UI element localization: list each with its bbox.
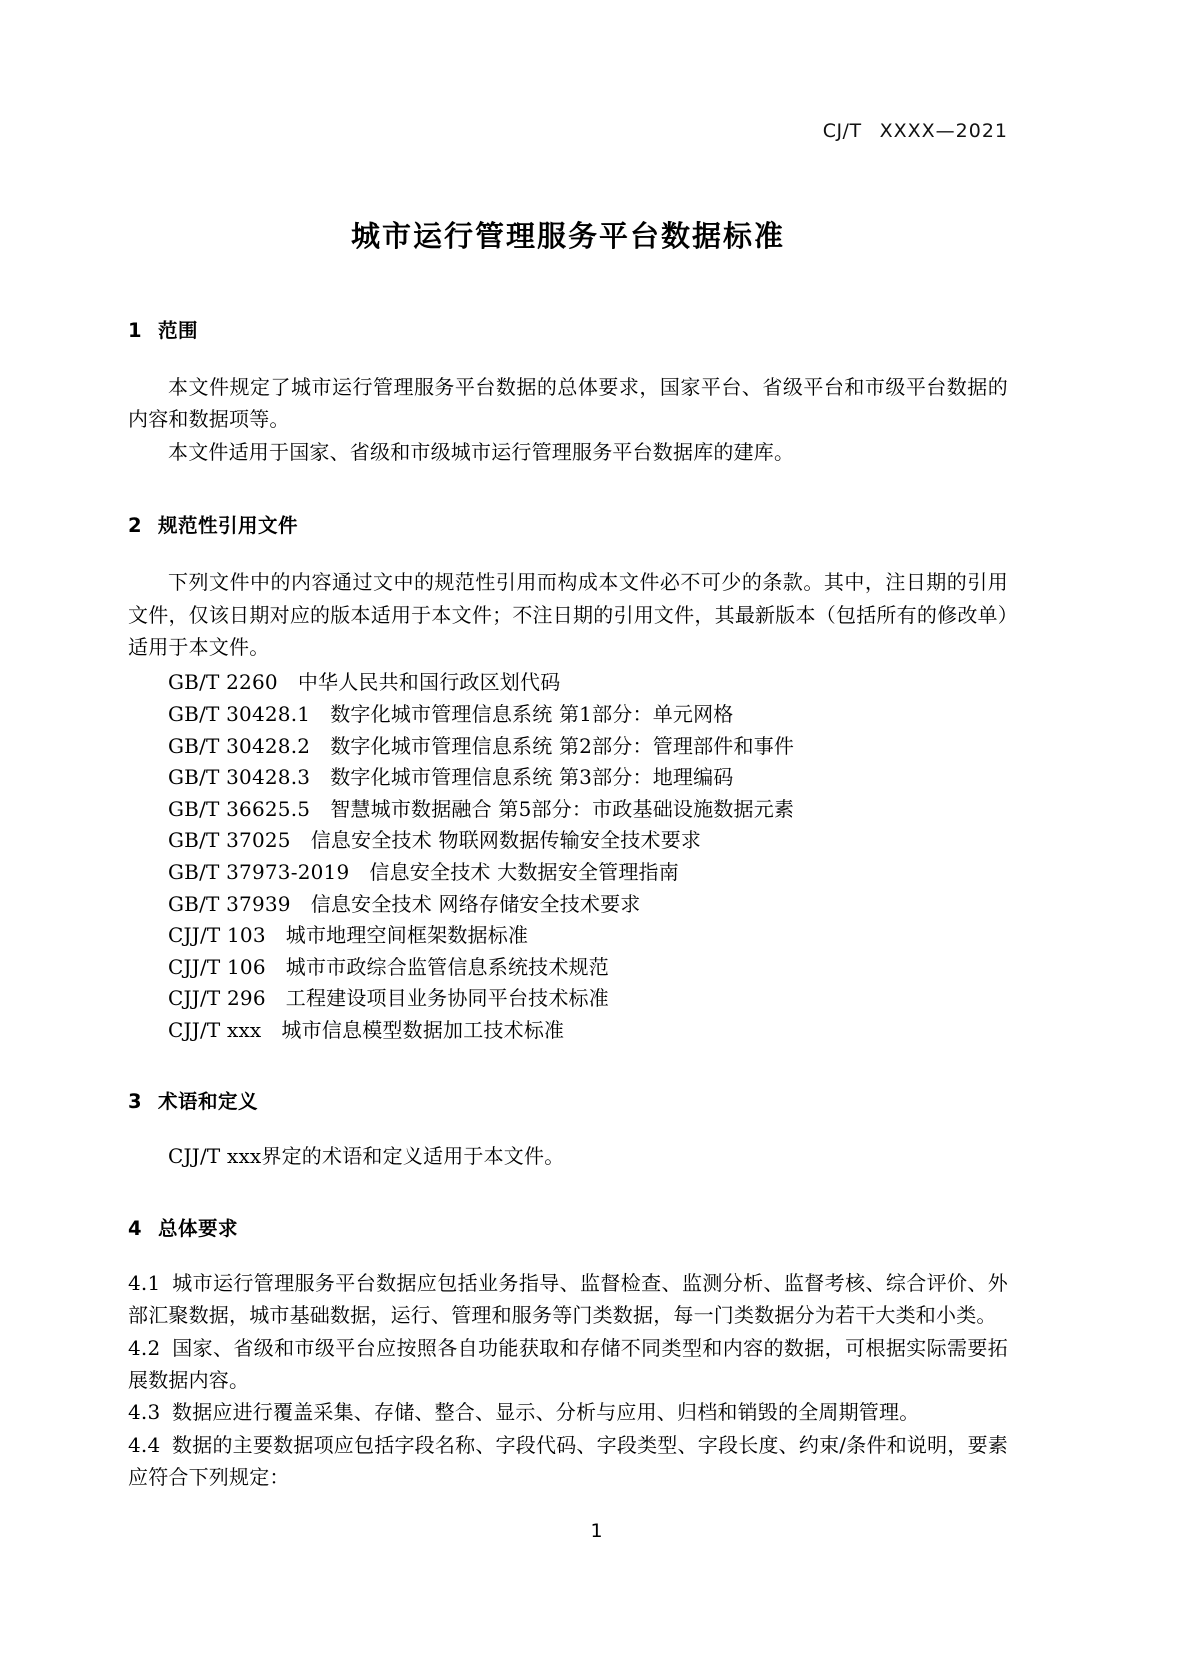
reference-name: 智慧城市数据融合 第5部分：市政基础设施数据元素 bbox=[330, 796, 795, 821]
section-title-1: 范围 bbox=[158, 319, 199, 342]
reference-item bbox=[128, 667, 1008, 699]
reference-name: 工程建设项目业务协同平台技术标准 bbox=[285, 986, 609, 1011]
reference-name: 中华人民共和国行政区划代码 bbox=[297, 670, 561, 695]
section-3-paragraph-1: CJJ/T xxx界定的术语和定义适用于本文件。 bbox=[168, 1144, 565, 1169]
clause-number: 4.4 bbox=[128, 1432, 161, 1457]
section-2-paragraph-1: 下列文件中的内容通过文中的规范性引用而构成本文件必不可少的条款。其中，注日期的引用文件，仅该日期对应的版本适用于本文件；不注日期的引用文件，其最新版本（包括所有的修改单）适用于本文件。 bbox=[128, 570, 1008, 659]
reference-name: 信息安全技术 大数据安全管理指南 bbox=[369, 859, 679, 884]
section-1-paragraph-2: 本文件适用于国家、省级和市级城市运行管理服务平台数据库的建库。 bbox=[168, 439, 795, 464]
section-heading-3 bbox=[128, 1086, 1008, 1114]
header-standard-code: XXXX—2021 bbox=[879, 120, 1008, 142]
reference-item bbox=[128, 1015, 1008, 1047]
reference-name: 数字化城市管理信息系统 第2部分：管理部件和事件 bbox=[330, 733, 795, 758]
reference-code: GB/T 37025 bbox=[168, 828, 291, 853]
clause-text: 数据的主要数据项应包括字段名称、字段代码、字段类型、字段长度、约束/条件和说明，要素应符合下列规定： bbox=[128, 1432, 1008, 1490]
section-4-clauses bbox=[128, 1267, 1008, 1494]
clause-4-4 bbox=[128, 1429, 1008, 1494]
reference-code: GB/T 30428.1 bbox=[168, 701, 311, 726]
section-1-paragraph-1: 本文件规定了城市运行管理服务平台数据的总体要求，国家平台、省级平台和市级平台数据的内容和数据项等。 bbox=[128, 375, 1008, 432]
reference-code: GB/T 36625.5 bbox=[168, 796, 311, 821]
clause-text: 城市运行管理服务平台数据应包括业务指导、监督检查、监测分析、监督考核、综合评价、外部汇聚数据，城市基础数据，运行、管理和服务等门类数据，每一门类数据分为若干大类和小类。 bbox=[128, 1270, 1008, 1328]
reference-name: 城市地理空间框架数据标准 bbox=[285, 923, 529, 948]
reference-item bbox=[128, 699, 1008, 731]
reference-item bbox=[128, 889, 1008, 921]
reference-item bbox=[128, 731, 1008, 763]
reference-code: GB/T 37973-2019 bbox=[168, 859, 350, 884]
reference-name: 城市市政综合监管信息系统技术规范 bbox=[285, 954, 609, 979]
page-header bbox=[128, 120, 1008, 142]
reference-item bbox=[128, 952, 1008, 984]
clause-4-2 bbox=[128, 1332, 1008, 1397]
reference-name: 信息安全技术 物联网数据传输安全技术要求 bbox=[310, 828, 702, 853]
clause-number: 4.3 bbox=[128, 1400, 161, 1425]
section-number-2: 2 bbox=[128, 514, 143, 538]
clause-4-1 bbox=[128, 1267, 1008, 1332]
clause-number: 4.1 bbox=[128, 1270, 161, 1295]
section-title-3: 术语和定义 bbox=[158, 1090, 259, 1114]
section-number-1: 1 bbox=[128, 319, 143, 342]
reference-name: 城市信息模型数据加工技术标准 bbox=[281, 1017, 565, 1042]
reference-name: 信息安全技术 网络存储安全技术要求 bbox=[310, 891, 641, 916]
normative-references-list bbox=[128, 667, 1008, 1046]
reference-code: GB/T 30428.3 bbox=[168, 765, 311, 790]
reference-item bbox=[128, 857, 1008, 889]
document-title: 城市运行管理服务平台数据标准 bbox=[350, 219, 785, 253]
reference-item bbox=[128, 920, 1008, 952]
reference-item bbox=[128, 762, 1008, 794]
reference-code: CJJ/T xxx bbox=[168, 1017, 262, 1042]
section-title-4: 总体要求 bbox=[158, 1216, 239, 1240]
section-heading-2 bbox=[128, 510, 1008, 538]
section-number-4: 4 bbox=[128, 1216, 143, 1240]
clause-text: 数据应进行覆盖采集、存储、整合、显示、分析与应用、归档和销毁的全周期管理。 bbox=[172, 1400, 920, 1425]
reference-code: GB/T 30428.2 bbox=[168, 733, 311, 758]
reference-code: CJJ/T 106 bbox=[168, 954, 266, 979]
page-number: 1 bbox=[590, 1520, 603, 1542]
reference-item bbox=[128, 983, 1008, 1015]
section-heading-4 bbox=[128, 1213, 1008, 1241]
section-heading-1 bbox=[128, 315, 1008, 343]
reference-code: CJJ/T 103 bbox=[168, 923, 266, 948]
reference-code: GB/T 37939 bbox=[168, 891, 291, 916]
reference-code: CJJ/T 296 bbox=[168, 986, 266, 1011]
reference-item bbox=[128, 794, 1008, 826]
section-number-3: 3 bbox=[128, 1090, 143, 1114]
clause-4-3 bbox=[128, 1396, 1008, 1428]
section-title-2: 规范性引用文件 bbox=[158, 514, 299, 538]
clause-text: 国家、省级和市级平台应按照各自功能获取和存储不同类型和内容的数据，可根据实际需要拓展数据内容。 bbox=[128, 1335, 1008, 1393]
reference-name: 数字化城市管理信息系统 第3部分：地理编码 bbox=[330, 765, 734, 790]
page-content bbox=[128, 120, 1008, 1494]
header-standard-no: CJ/T bbox=[822, 120, 862, 142]
reference-code: GB/T 2260 bbox=[168, 670, 278, 695]
reference-name: 数字化城市管理信息系统 第1部分：单元网格 bbox=[330, 701, 734, 726]
clause-number: 4.2 bbox=[128, 1335, 161, 1360]
reference-item bbox=[128, 825, 1008, 857]
